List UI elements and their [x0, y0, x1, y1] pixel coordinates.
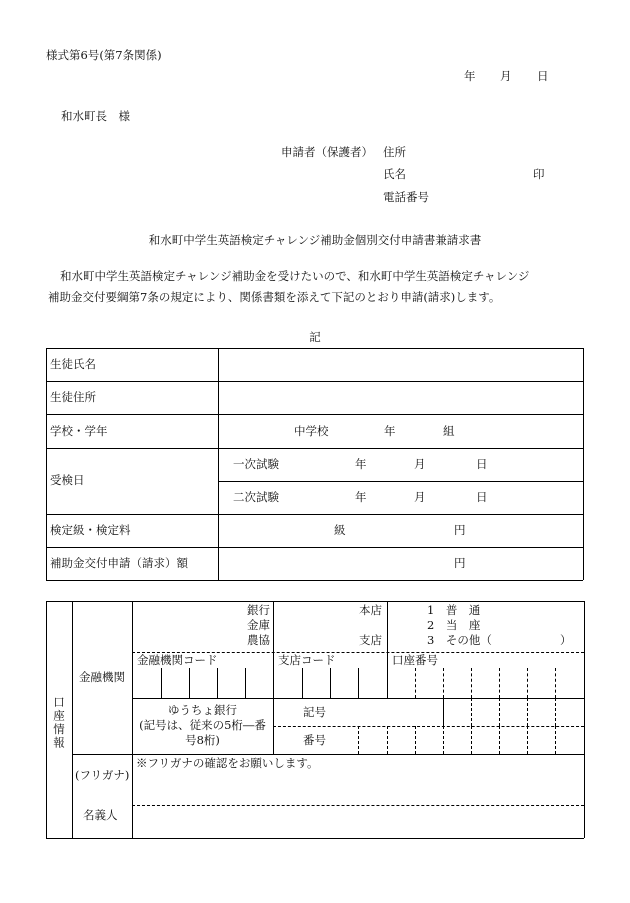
account-holder-label: 名義人 [83, 808, 118, 822]
account-type-other: 3 その他（ [427, 633, 492, 647]
account-type-current: 2 当 座 [427, 618, 481, 632]
bank-code-label: 金融機関コード [137, 653, 218, 667]
account-type-other-close: ） [560, 633, 572, 647]
date-month-label: 月 [500, 69, 512, 83]
second-exam-label: 二次試験 [233, 490, 279, 504]
branch-label: 支店 [359, 633, 382, 647]
financial-institution-label: 金融機関 [79, 670, 125, 684]
account-number-label: 口座番号 [392, 653, 438, 667]
student-address-label: 生徒住所 [50, 390, 96, 404]
student-name-label: 生徒氏名 [50, 357, 96, 371]
fee-yen-label: 円 [454, 523, 466, 537]
subsidy-yen-label: 円 [454, 556, 466, 570]
branch-code-label: 支店コード [278, 653, 336, 667]
yucho-label: ゆうちょ銀行 [168, 703, 237, 717]
yucho-number-label: 番号 [303, 733, 326, 747]
head-office-label: 本店 [359, 603, 382, 617]
subsidy-amount-label: 補助金交付申請（請求）額 [50, 556, 188, 570]
applicant-phone-label: 電話番号 [383, 190, 429, 204]
first-exam-label: 一次試験 [233, 457, 279, 471]
form-number: 様式第6号(第7条関係) [46, 48, 162, 62]
bank-label: 銀行 [247, 603, 270, 617]
furigana-label: (フリガナ) [75, 768, 130, 782]
exam-date-label: 受検日 [50, 473, 85, 487]
student-name-field[interactable] [222, 352, 578, 378]
yucho-note-line1: (記号は、従来の5桁―番 [139, 718, 266, 732]
nokyo-label: 農協 [247, 633, 270, 647]
account-type-ordinary: 1 普 通 [427, 603, 481, 617]
body-line-1: 和水町中学生英語検定チャレンジ補助金を受けたいので、和水町中学生英語検定チャレンジ [60, 269, 530, 283]
seal-mark: 印 [533, 167, 545, 181]
date-day-label: 日 [537, 69, 549, 83]
applicant-name-label: 氏名 [383, 167, 406, 181]
grade-year-label: 年 [384, 424, 396, 438]
ki-heading: 記 [309, 330, 321, 344]
account-holder-field[interactable] [136, 808, 580, 836]
shinkin-label: 金庫 [247, 618, 270, 632]
applicant-label: 申請者（保護者） [281, 145, 373, 159]
yucho-symbol-label: 記号 [303, 705, 326, 719]
grade-fee-label: 検定級・検定料 [50, 523, 131, 537]
kyu-label: 級 [334, 523, 346, 537]
date-year-label: 年 [464, 69, 476, 83]
student-address-field[interactable] [222, 385, 578, 411]
second-exam-month: 月 [414, 490, 426, 504]
first-exam-year: 年 [355, 457, 367, 471]
account-info-label: 口座情報 [52, 696, 66, 750]
school-grade-label: 学校・学年 [50, 424, 108, 438]
class-label: 組 [443, 424, 455, 438]
junior-high-label: 中学校 [294, 424, 329, 438]
furigana-note: ※フリガナの確認をお願いします。 [136, 756, 319, 770]
first-exam-day: 日 [476, 457, 488, 471]
body-line-2: 補助金交付要綱第7条の規定により、関係書類を添えて下記のとおり申請(請求)します。 [48, 290, 501, 304]
furigana-field[interactable] [136, 774, 580, 802]
second-exam-day: 日 [476, 490, 488, 504]
document-title: 和水町中学生英語検定チャレンジ補助金個別交付申請書兼請求書 [148, 233, 482, 247]
addressee: 和水町長 様 [61, 109, 130, 123]
applicant-address-label: 住所 [383, 145, 406, 159]
yucho-note-line2: 号8桁) [185, 733, 220, 747]
first-exam-month: 月 [414, 457, 426, 471]
second-exam-year: 年 [355, 490, 367, 504]
